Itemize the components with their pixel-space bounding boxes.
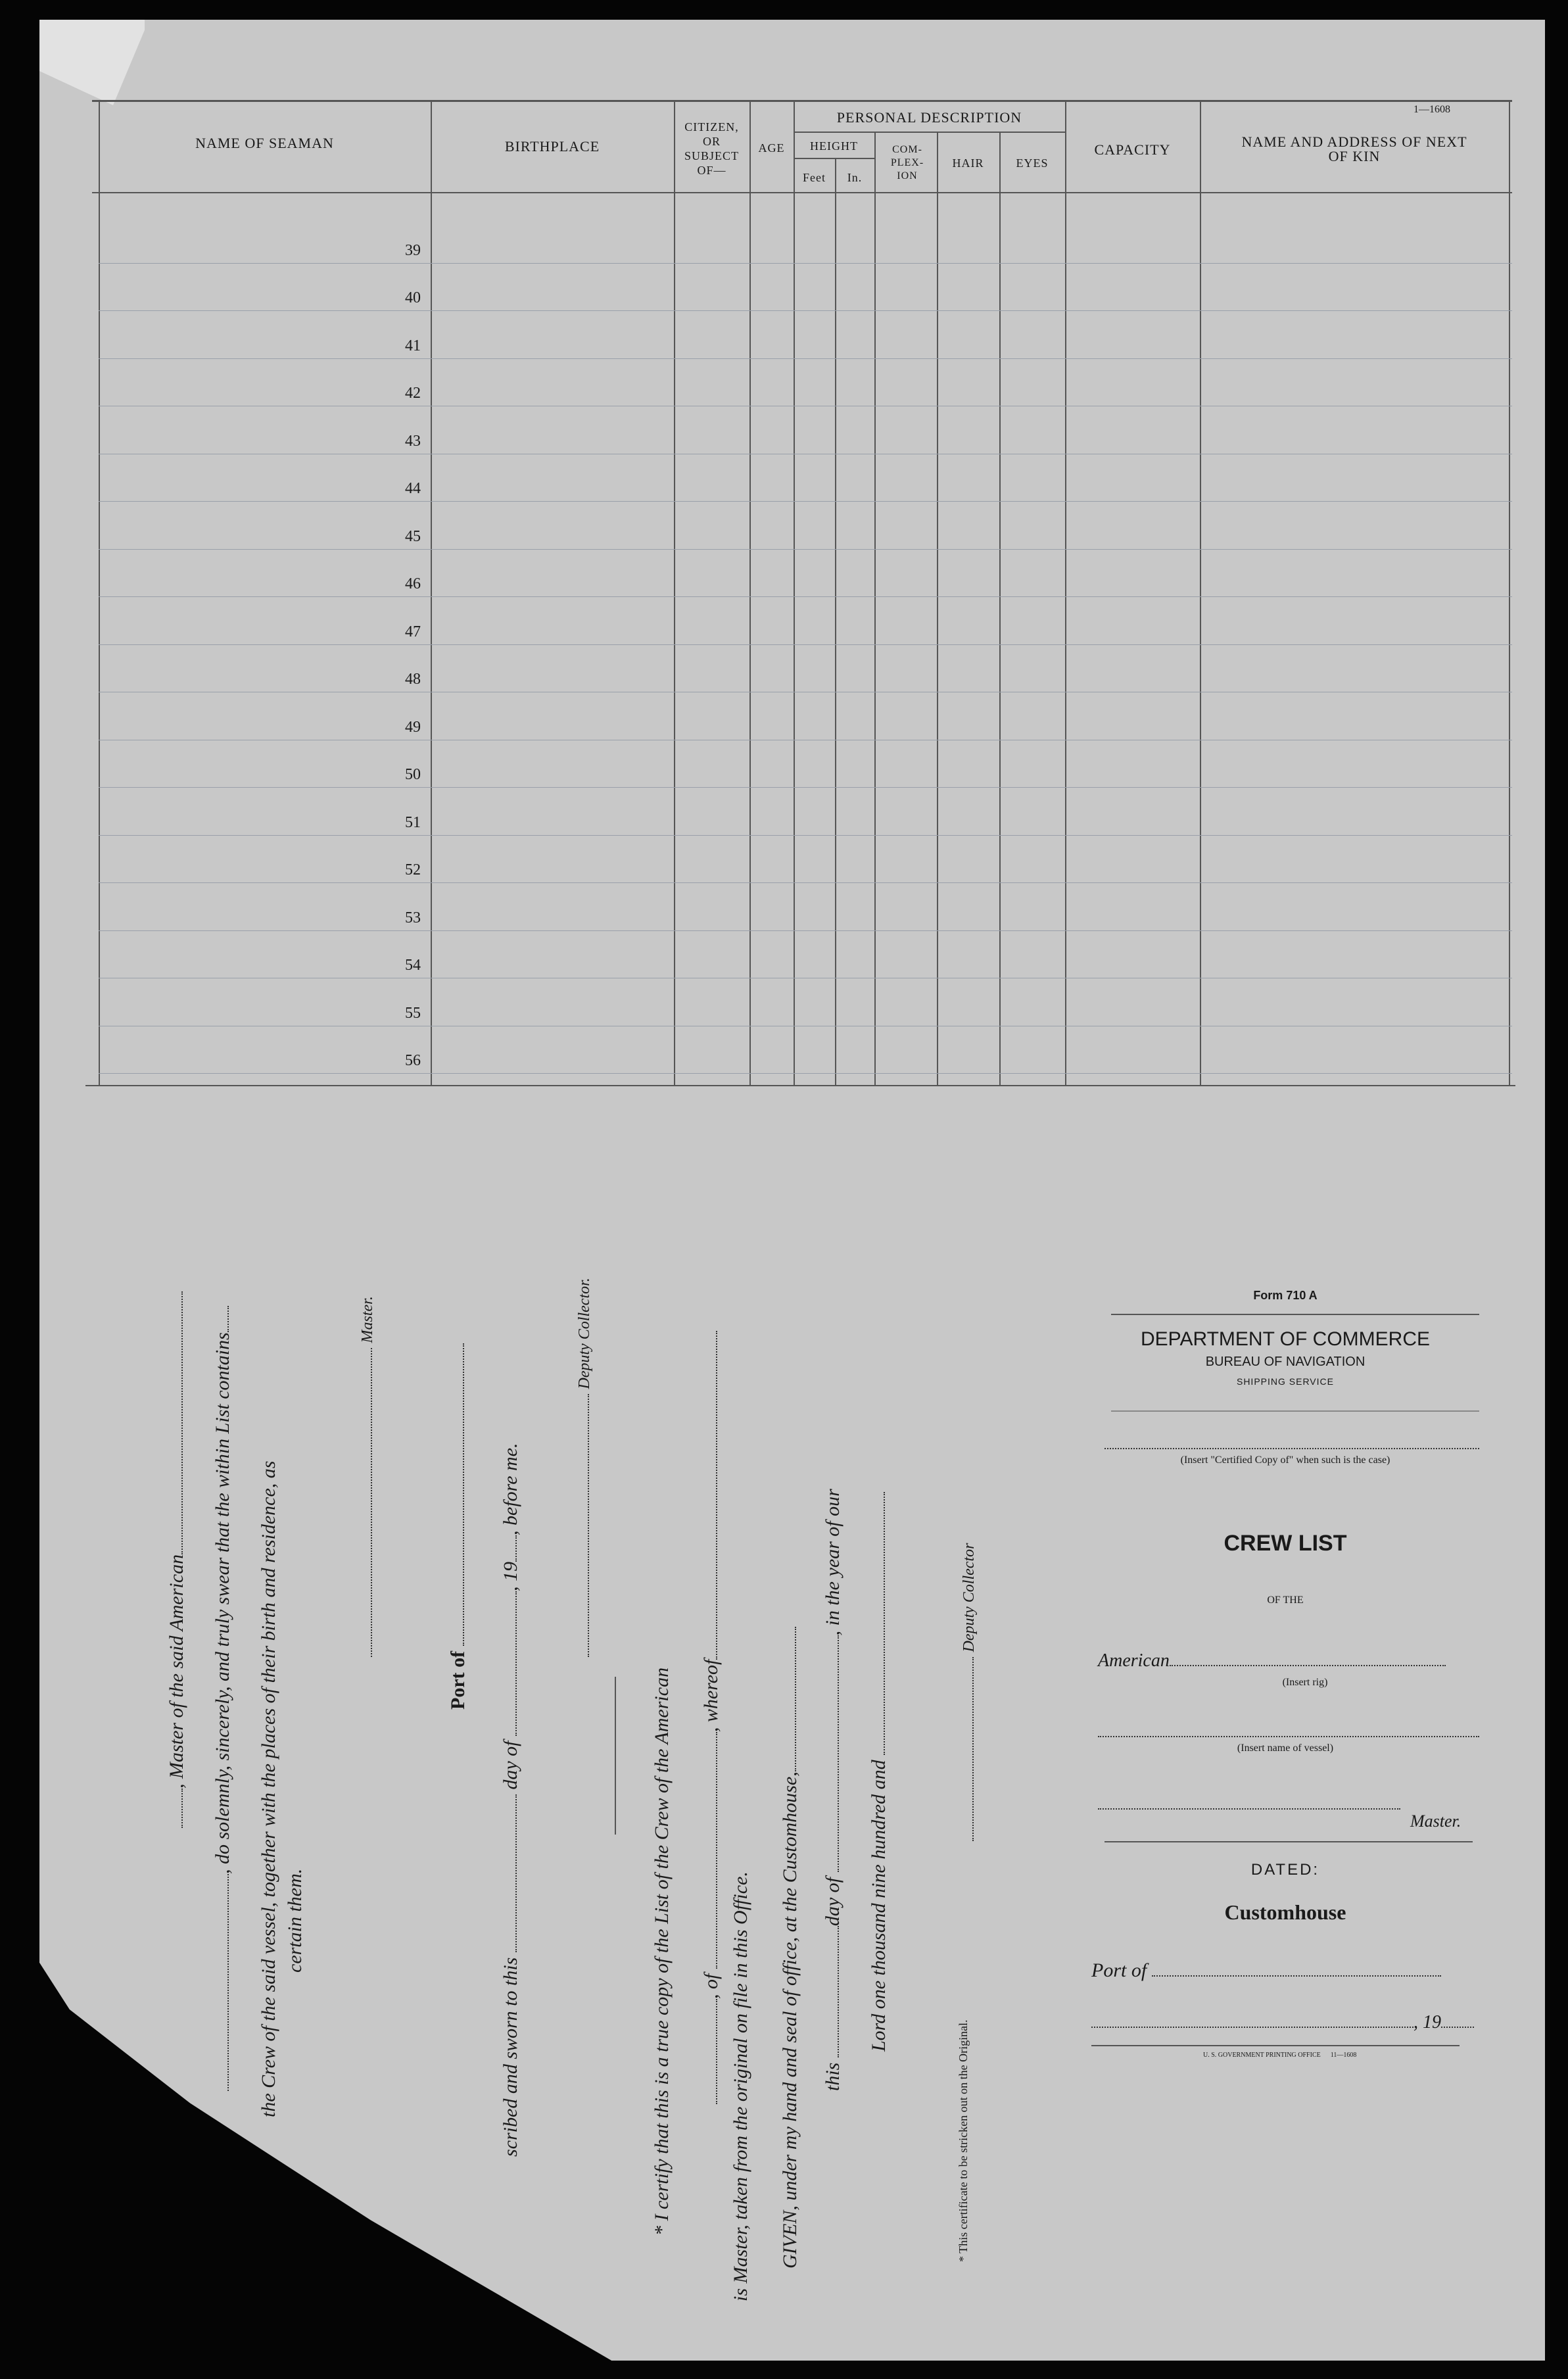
table-top-border [92, 100, 1512, 102]
form-number: Form 710 A [1253, 1289, 1318, 1302]
form-number-top: 1—1608 [1414, 104, 1450, 115]
row-number: 51 [405, 814, 421, 831]
row-line [99, 596, 1512, 597]
col-line [431, 100, 432, 1086]
crew-list-title: CREW LIST [1224, 1531, 1347, 1556]
header-personal-description: PERSONAL DESCRIPTION [836, 109, 1022, 126]
col-line [1509, 100, 1510, 1086]
row-number: 49 [405, 719, 421, 736]
header-name-of-seaman: NAME OF SEAMAN [195, 135, 334, 151]
col-line [874, 132, 876, 1085]
oath-line-2: , do solemnly, sincerely, and truly swear that the within List contains [212, 1306, 234, 2091]
col-line [999, 132, 1001, 1085]
row-number: 50 [405, 766, 421, 783]
insert-rig-note: (Insert rig) [1282, 1677, 1328, 1688]
divider-line [615, 1677, 616, 1835]
header-next-of-kin: NAME AND ADDRESS OF NEXT OF KIN [1241, 133, 1467, 164]
row-line [99, 835, 1512, 836]
vessel-name-line [1098, 1736, 1479, 1737]
row-number: 52 [405, 861, 421, 878]
insert-vessel-note: (Insert name of vessel) [1237, 1742, 1334, 1754]
header-height: HEIGHT [810, 139, 858, 153]
col-line [1065, 100, 1066, 1086]
personal-desc-rule [794, 132, 1065, 133]
col-line [794, 100, 795, 1086]
oath-line-1: , Master of the said American [166, 1291, 188, 1828]
certified-copy-line [1105, 1448, 1479, 1449]
row-number: 39 [405, 242, 421, 259]
header-complexion: COM- PLEX- ION [890, 144, 924, 181]
american-line: American [1098, 1650, 1479, 1671]
oath-line-4: certain them. [284, 1868, 306, 1973]
dated-label: DATED: [1250, 1861, 1320, 1879]
table-header-bottom [92, 192, 1512, 193]
oath-port-of: Port of [447, 1343, 469, 1710]
height-rule [794, 158, 874, 159]
row-line [99, 358, 1512, 359]
row-line [99, 263, 1512, 264]
col-line [99, 100, 100, 1086]
row-number: 56 [405, 1052, 421, 1069]
row-number: 41 [405, 337, 421, 354]
port-of-line: Port of [1091, 1959, 1479, 1982]
col-line [835, 158, 836, 1085]
certificate-line-4: GIVEN, under my hand and seal of office, at the Customhouse, [779, 1627, 801, 2269]
col-line [937, 132, 938, 1085]
row-line [99, 310, 1512, 311]
header-birthplace: BIRTHPLACE [504, 138, 600, 155]
row-number: 53 [405, 909, 421, 926]
certificate-line-2: , of , whereof [700, 1331, 723, 2104]
insert-certified-note: (Insert "Certified Copy of" when such is the case) [1180, 1454, 1390, 1466]
row-number: 45 [405, 528, 421, 545]
header-inches: In. [847, 171, 863, 184]
department-title: DEPARTMENT OF COMMERCE [1140, 1328, 1431, 1350]
master-label: Master. [1410, 1812, 1461, 1831]
header-eyes: EYES [1016, 156, 1049, 170]
row-line [99, 549, 1512, 550]
row-line [99, 644, 1512, 645]
printer-line: U. S. GOVERNMENT PRINTING OFFICE 11—1608 [1203, 2052, 1357, 2059]
col-line [749, 100, 751, 1086]
cover-top-rule [1111, 1314, 1479, 1315]
header-hair: HAIR [952, 156, 984, 170]
row-number: 54 [405, 957, 421, 974]
customhouse-label: Customhouse [1224, 1900, 1346, 1924]
row-line [99, 501, 1512, 502]
col-line [1200, 100, 1201, 1086]
oath-master-signature: Master. [355, 1296, 377, 1657]
cover-rule-3 [1105, 1841, 1473, 1842]
master-line [1098, 1808, 1400, 1810]
row-line [99, 930, 1512, 931]
date-line: , 19 [1091, 2012, 1479, 2033]
row-number: 42 [405, 385, 421, 402]
row-line [99, 1073, 1512, 1074]
oath-subscribed: scribed and sworn to this day of , 19, before me. [500, 1443, 521, 2157]
certificate-footnote: * This certificate to be stricken out on the Original. [957, 2019, 970, 2262]
row-number: 43 [405, 433, 421, 450]
row-number: 48 [405, 671, 421, 688]
row-number: 55 [405, 1005, 421, 1022]
header-citizen: CITIZEN, OR SUBJECT OF— [684, 120, 740, 177]
cover-bottom-rule [1091, 2045, 1460, 2046]
bureau-title: BUREAU OF NAVIGATION [1205, 1355, 1366, 1369]
row-number: 47 [405, 623, 421, 640]
certificate-line-3: is Master, taken from the original on file in this Office. [730, 1871, 751, 2301]
row-number: 46 [405, 575, 421, 592]
service-title: SHIPPING SERVICE [1236, 1376, 1334, 1387]
row-number: 40 [405, 289, 421, 306]
of-the-label: OF THE [1267, 1595, 1304, 1606]
col-line [674, 100, 675, 1086]
certificate-line-5: this day of , in the year of our [822, 1489, 843, 2091]
table-bottom-border [85, 1085, 1515, 1086]
certificate-deputy-signature: Deputy Collector [957, 1543, 979, 1841]
oath-deputy-signature: Deputy Collector. [572, 1278, 594, 1657]
header-age: AGE [758, 141, 785, 155]
certificate-line-6: Lord one thousand nine hundred and [868, 1492, 890, 2052]
header-feet: Feet [803, 171, 826, 184]
oath-line-3: the Crew of the said vessel, together with the places of their birth and residence, as [258, 1460, 279, 2117]
row-line [99, 882, 1512, 883]
header-capacity: CAPACITY [1094, 141, 1171, 158]
certificate-line-1: * I certify that this is a true copy of the List of the Crew of the American [651, 1667, 673, 2236]
cover-rule-2 [1111, 1410, 1479, 1412]
row-number: 44 [405, 480, 421, 497]
row-line [99, 787, 1512, 788]
